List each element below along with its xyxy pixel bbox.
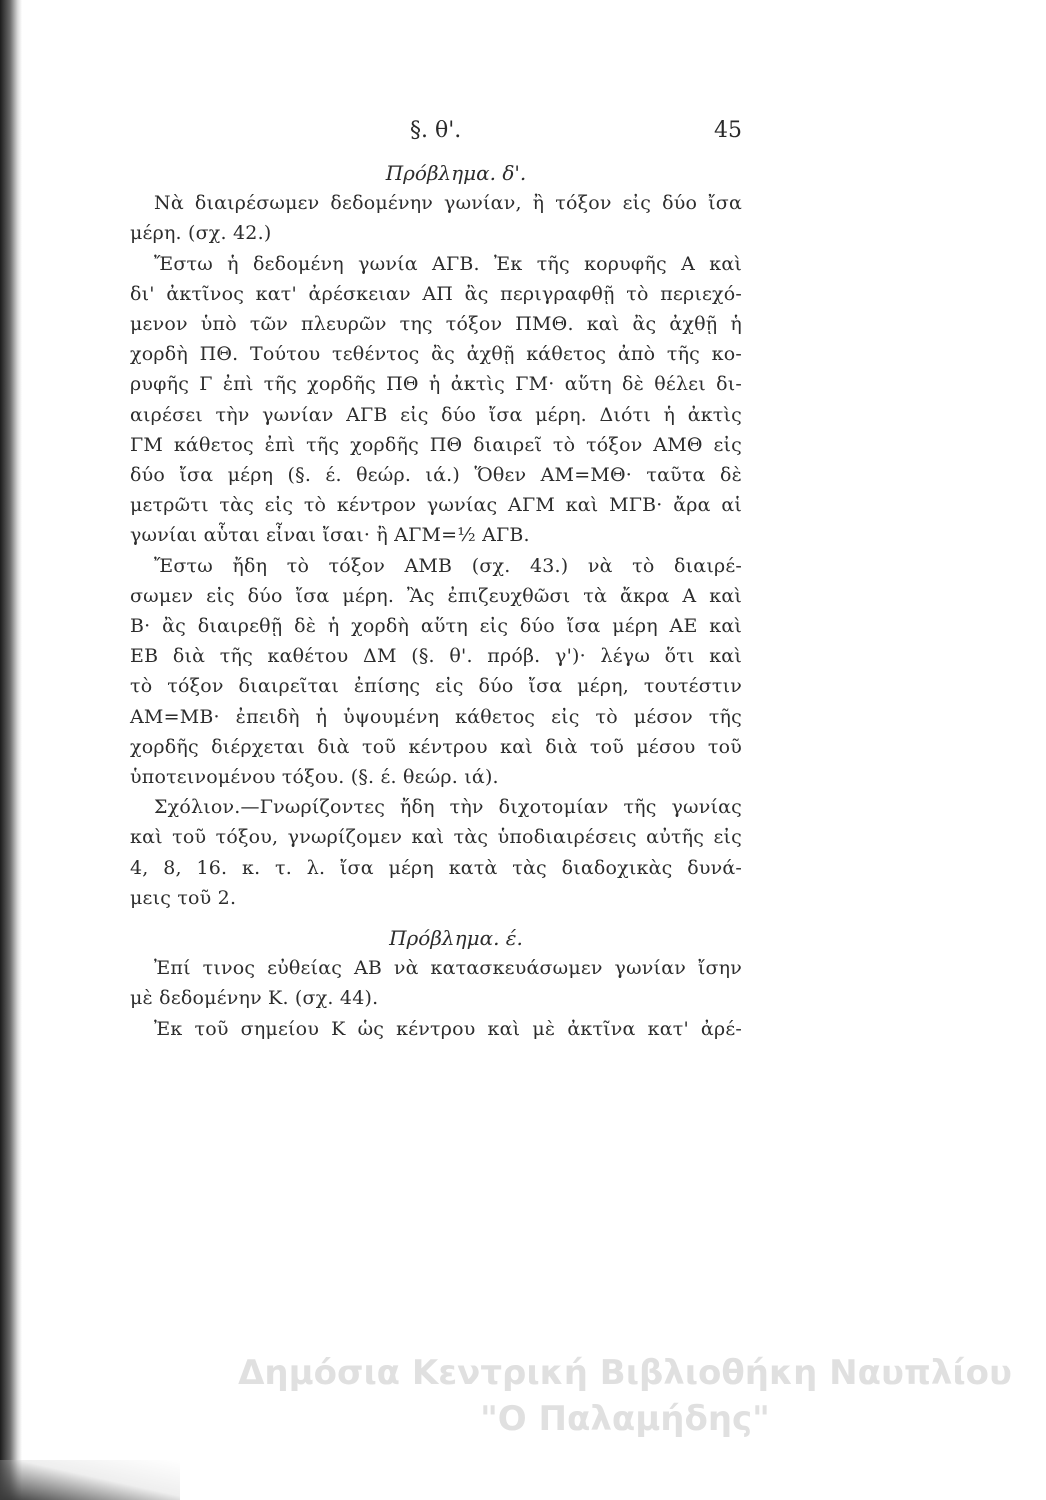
text-line: χορδὴ ΠΘ. Τούτου τεθέντος ἂς ἀχθῇ κάθετος ἀπὸ τῆς κο- [130, 343, 742, 366]
text-line: μεις τοῦ 2. [130, 886, 237, 909]
body-text [130, 158, 742, 1044]
text-line: δι' ἀκτῖνος κατ' ἀρέσκειαν ΑΠ ἂς περιγραφθῇ τὸ περιεχό- [130, 282, 742, 305]
text-line: Νὰ διαιρέσωμεν δεδομένην γωνίαν, ἢ τόξον εἰς δύο ἴσα [154, 192, 742, 215]
text-line: μὲ δεδομένην Κ. (σχ. 44). [130, 987, 379, 1010]
library-watermark [235, 1350, 1015, 1442]
text-line: μενον ὑπὸ τῶν πλευρῶν της τόξον ΠΜΘ. καὶ ἂς ἀχθῇ ἡ [130, 313, 742, 336]
text-line: μετρῶτι τὰς εἰς τὸ κέντρον γωνίας ΑΓΜ καὶ ΜΓΒ· ἄρα αἱ [130, 494, 742, 517]
scholium-line: Σχόλιον.—Γνωρίζοντες ἤδη τὴν διχοτομίαν τῆς γωνίας [154, 796, 742, 819]
text-line: Ἔστω ἡ δεδομένη γωνία ΑΓΒ. Ἐκ τῆς κορυφῆς Α καὶ [154, 252, 742, 275]
text-line: τὸ τόξον διαιρεῖται ἐπίσης εἰς δύο ἴσα μέρη, τουτέστιν [130, 675, 742, 698]
text-line: χορδῆς διέρχεται διὰ τοῦ κέντρου καὶ διὰ τοῦ μέσου τοῦ [130, 735, 742, 758]
page-binding-shadow [0, 0, 22, 1500]
page-corner-shadow [0, 1460, 180, 1500]
watermark-line-1: Δημόσια Κεντρική Βιβλιοθήκη Ναυπλίου [238, 1353, 1012, 1393]
watermark-line-2: "Ο Παλαμήδης" [480, 1399, 770, 1439]
text-line: αιρέσει τὴν γωνίαν ΑΓΒ εἰς δύο ἴσα μέρη. Διότι ἡ ἀκτὶς [130, 403, 742, 426]
text-line: 4, 8, 16. κ. τ. λ. ἴσα μέρη κατὰ τὰς διαδοχικὰς δυνά- [130, 856, 742, 879]
text-line: Β· ἂς διαιρεθῇ δὲ ἡ χορδὴ αὕτη εἰς δύο ἴσα μέρη ΑΕ καὶ [130, 615, 742, 638]
problem-4-title: Πρόβλημα. δ'. [385, 161, 527, 185]
text-line: δύο ἴσα μέρη (§. έ. θεώρ. ιά.) Ὅθεν ΑΜ=ΜΘ· ταῦτα δὲ [130, 464, 742, 487]
running-header [130, 118, 742, 148]
text-line: γωνίαι αὗται εἶναι ἴσαι· ἢ ΑΓΜ=½ ΑΓΒ. [130, 524, 530, 547]
text-line: ΕΒ διὰ τῆς καθέτου ΔΜ (§. θ'. πρόβ. γ')· λέγω ὅτι καὶ [130, 645, 742, 668]
text-line: μέρη. (σχ. 42.) [130, 222, 272, 245]
text-line: ΑΜ=ΜΒ· ἐπειδὴ ἡ ὑψουμένη κάθετος εἰς τὸ μέσον τῆς [130, 705, 742, 728]
text-line: Ἐκ τοῦ σημείου Κ ὡς κέντρου καὶ μὲ ἀκτῖνα κατ' ἀρέ- [154, 1017, 742, 1040]
text-line: ρυφῆς Γ ἐπὶ τῆς χορδῆς ΠΘ ἡ ἀκτὶς ΓΜ· αὕτη δὲ θέλει δι- [130, 373, 742, 396]
text-line: ὑποτεινομένου τόξου. (§. έ. θεώρ. ιά). [130, 766, 499, 789]
text-line: καὶ τοῦ τόξου, γνωρίζομεν καὶ τὰς ὑποδιαιρέσεις αὐτῆς εἰς [130, 826, 742, 849]
text-line: Ἐπί τινος εὐθείας ΑΒ νὰ κατασκευάσωμεν γωνίαν ἴσην [154, 957, 742, 980]
problem-5-title: Πρόβλημα. έ. [389, 926, 523, 951]
page-number: 45 [714, 118, 742, 143]
text-line: σωμεν εἰς δύο ἴσα μέρη. Ἂς ἐπιζευχθῶσι τὰ ἄκρα Α καὶ [130, 584, 742, 607]
text-line: ΓΜ κάθετος ἐπὶ τῆς χορδῆς ΠΘ διαιρεῖ τὸ τόξον ΑΜΘ εἰς [130, 433, 742, 456]
text-line: Ἔστω ἤδη τὸ τόξον ΑΜΒ (σχ. 43.) νὰ τὸ διαιρέ- [154, 554, 742, 577]
section-mark: §. θ'. [410, 118, 462, 143]
